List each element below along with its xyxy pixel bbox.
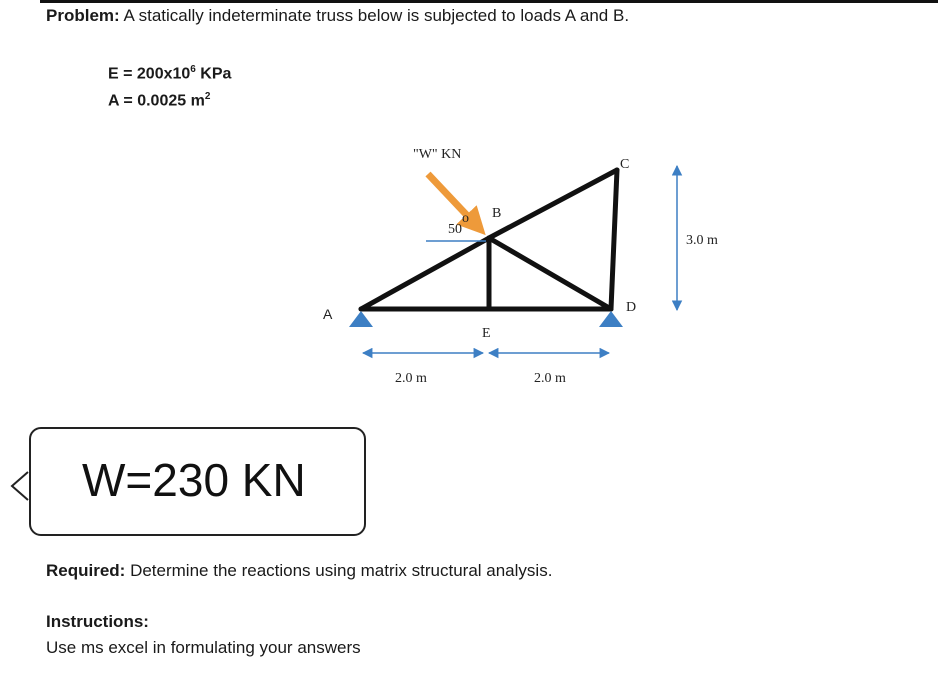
support-D: [599, 311, 623, 327]
modulus-unit: KPa: [195, 65, 232, 83]
member-CD: [611, 170, 617, 309]
required-label: Required:: [46, 561, 126, 580]
node-label-E: E: [482, 326, 491, 341]
angle-label: 50: [448, 222, 462, 237]
instructions-text: Use ms excel in formulating your answers: [46, 638, 361, 657]
problem-label: Problem:: [46, 6, 120, 25]
modulus-exponent: 6: [190, 64, 196, 75]
modulus-value: E = 200x10: [108, 65, 191, 83]
node-label-D: D: [626, 300, 637, 315]
dimension-right-label: 2.0 m: [534, 371, 566, 386]
instructions-heading: Instructions:: [46, 612, 149, 631]
dimension-left-label: 2.0 m: [395, 371, 427, 386]
angle-degree-mark: o: [462, 211, 469, 226]
truss-members: [361, 170, 617, 309]
dimension-height-label: 3.0 m: [686, 233, 718, 248]
area-value: A = 0.0025 m: [108, 92, 205, 110]
load-label: "W" KN: [413, 147, 462, 162]
member-BD: [489, 238, 611, 309]
member-BC: [489, 170, 617, 238]
support-A: [349, 311, 373, 327]
node-label-C: C: [620, 157, 630, 172]
area-exponent: 2: [204, 91, 211, 103]
load-arrow: [428, 174, 478, 227]
node-label-B: B: [492, 206, 502, 221]
required-text: Determine the reactions using matrix structural analysis.: [130, 561, 553, 580]
node-label-A: A: [323, 306, 333, 322]
problem-text: A statically indeterminate truss below is subjected to loads A and B.: [123, 6, 630, 25]
required-statement: [46, 561, 552, 581]
load-value-note: W=230 KN: [82, 454, 306, 506]
member-AB: [361, 238, 489, 309]
